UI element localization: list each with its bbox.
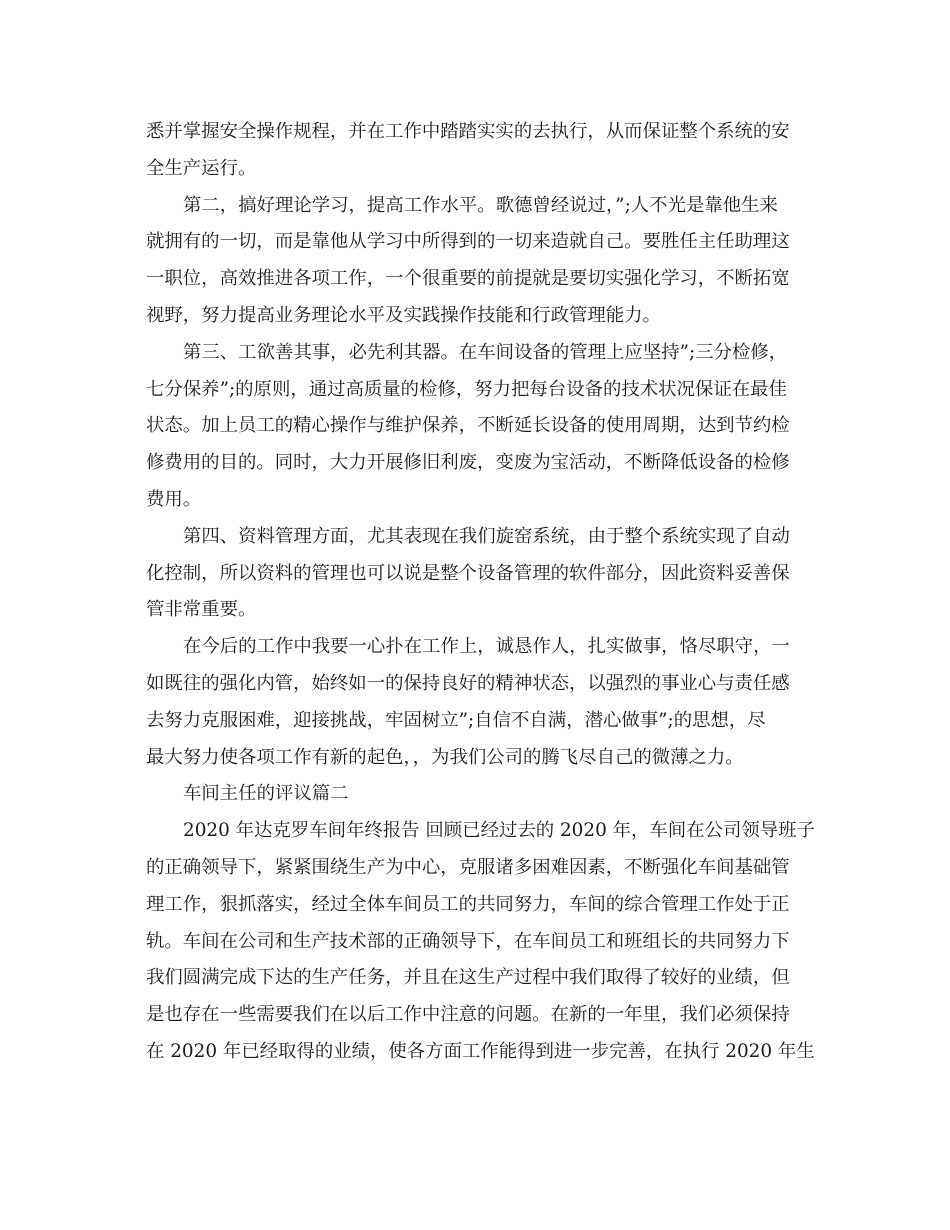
text-line: 在 2020 年已经取得的业绩，使各方面工作能得到进一步完善，在执行 2020 年生	[146, 1040, 815, 1062]
paragraph-first-line: 第三、工欲善其事，必先利其器。在车间设备的管理上应坚持”;三分检修，	[183, 341, 788, 363]
paragraph-first-line: 第四、资料管理方面，尤其表现在我们旋窑系统，由于整个系统实现了自动	[183, 525, 790, 547]
paragraph-first-line: 2020 年达克罗车间年终报告 回顾已经过去的 2020 年，车间在公司领导班子	[183, 820, 815, 842]
text-line: 如既往的强化内管，始终如一的保持良好的精神状态，以强烈的事业心与责任感	[146, 672, 790, 694]
text-line: 状态。加上员工的精心操作与维护保养，不断延长设备的使用周期，达到节约检	[146, 415, 790, 437]
text-line: 化控制，所以资料的管理也可以说是整个设备管理的软件部分，因此资料妥善保	[146, 562, 790, 584]
text-line: 理工作，狠抓落实，经过全体车间员工的共同努力，车间的综合管理工作处于正	[146, 893, 790, 915]
text-line: 我们圆满完成下达的生产任务，并且在这生产过程中我们取得了较好的业绩，但	[146, 967, 790, 989]
text-line: 管非常重要。	[146, 599, 257, 621]
paragraph-first-line: 车间主任的评议篇二	[183, 783, 349, 805]
text-line: 最大努力使各项工作有新的起色，，为我们公司的腾飞尽自己的微薄之力。	[146, 746, 744, 768]
text-line: 修费用的目的。同时，大力开展修旧利废，变废为宝活动，不断降低设备的检修	[146, 452, 790, 474]
text-line: 七分保养”;的原则，通过高质量的检修，努力把每台设备的技术状况保证在最佳	[146, 378, 787, 400]
text-line: 的正确领导下，紧紧围绕生产为中心，克服诸多困难因素，不断强化车间基础管	[146, 856, 790, 878]
text-line: 费用。	[146, 488, 202, 510]
text-line: 就拥有的一切，而是靠他从学习中所得到的一切来造就自己。要胜任主任助理这	[146, 231, 790, 253]
text-line: 全生产运行。	[146, 157, 257, 179]
text-line: 悉并掌握安全操作规程，并在工作中踏踏实实的去执行，从而保证整个系统的安	[146, 121, 790, 142]
paragraph-first-line: 在今后的工作中我要一心扑在工作上，诚恳作人，扎实做事，恪尽职守，一	[183, 636, 790, 658]
text-line: 去努力克服困难，迎接挑战，牢固树立”;自信不自满，潜心做事”;的思想，尽	[146, 709, 766, 731]
paragraph-first-line: 第二，搞好理论学习，提高工作水平。歌德曾经说过，”;人不光是靠他生来	[183, 194, 778, 216]
text-line: 视野，努力提高业务理论水平及实践操作技能和行政管理能力。	[146, 304, 661, 326]
text-line: 轨。车间在公司和生产技术部的正确领导下，在车间员工和班组长的共同努力下	[146, 930, 790, 952]
text-line: 是也存在一些需要我们在以后工作中注意的问题。在新的一年里，我们必须保持	[146, 1004, 790, 1026]
document-body	[146, 114, 816, 1071]
text-line: 一职位，高效推进各项工作，一个很重要的前提就是要切实强化学习，不断拓宽	[146, 268, 790, 290]
